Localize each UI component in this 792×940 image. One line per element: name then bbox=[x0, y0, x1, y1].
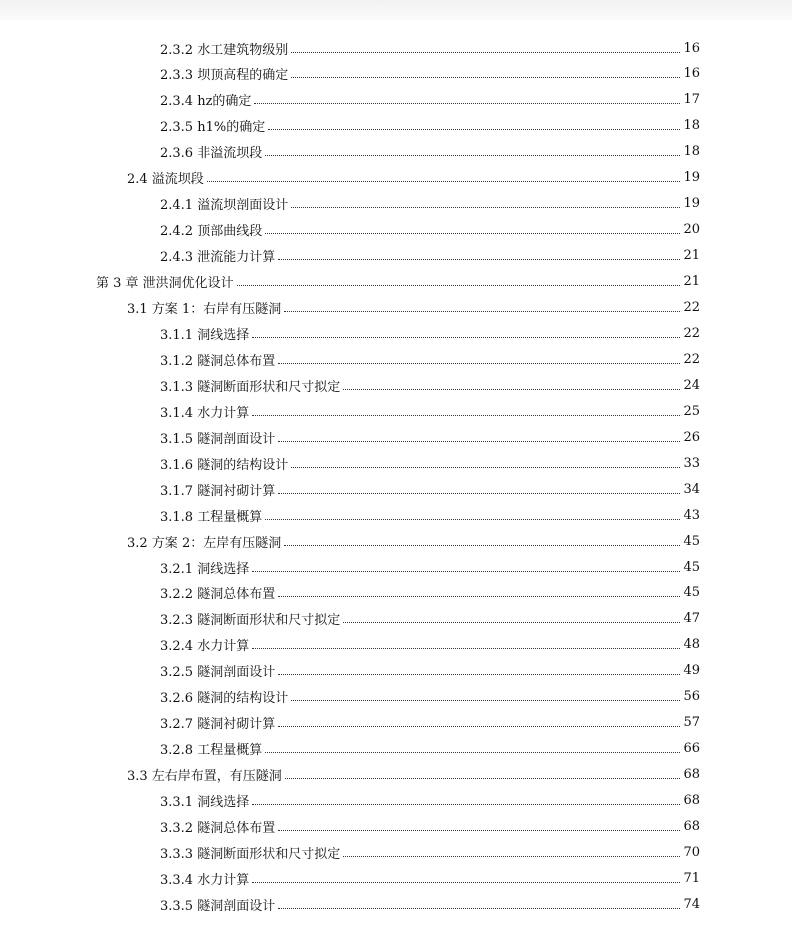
toc-dot-leader bbox=[278, 429, 680, 442]
toc-dot-leader bbox=[278, 714, 680, 727]
toc-entry[interactable] bbox=[160, 554, 700, 580]
toc-page-number: 48 bbox=[683, 637, 700, 653]
toc-entry[interactable] bbox=[160, 243, 700, 269]
toc-dot-leader bbox=[252, 636, 680, 649]
toc-page-number: 66 bbox=[683, 741, 700, 757]
toc-entry-title: 3.3.1 洞线选择 bbox=[160, 795, 250, 811]
toc-entry[interactable] bbox=[127, 528, 700, 554]
toc-page-number: 45 bbox=[683, 559, 700, 575]
toc-page-number: 25 bbox=[683, 403, 700, 419]
toc-entry-title: 3.1.8 工程量概算 bbox=[160, 509, 263, 525]
toc-dot-leader bbox=[291, 195, 680, 208]
toc-dot-leader bbox=[278, 247, 680, 260]
toc-entry[interactable] bbox=[160, 710, 700, 736]
toc-entry[interactable] bbox=[160, 398, 700, 424]
toc-entry-title: 3.1.4 水力计算 bbox=[160, 405, 250, 421]
toc-dot-leader bbox=[278, 584, 680, 597]
toc-entry[interactable] bbox=[160, 684, 700, 710]
toc-dot-leader bbox=[252, 403, 680, 416]
toc-entry[interactable] bbox=[160, 113, 700, 139]
toc-entry-title: 3.1.1 洞线选择 bbox=[160, 327, 250, 343]
toc-entry-title: 3.2.3 隧洞断面形状和尺寸拟定 bbox=[160, 613, 341, 629]
toc-entry[interactable] bbox=[160, 658, 700, 684]
toc-page-number: 47 bbox=[683, 611, 700, 627]
toc-dot-leader bbox=[237, 273, 681, 286]
toc-page-number: 43 bbox=[683, 507, 700, 523]
toc-page-number: 17 bbox=[683, 92, 700, 108]
toc-page-number: 34 bbox=[683, 481, 700, 497]
toc-page-number: 19 bbox=[683, 196, 700, 212]
toc-page-number: 45 bbox=[683, 533, 700, 549]
toc-entry-title: 3.2 方案 2：左岸有压隧洞 bbox=[127, 535, 282, 551]
toc-entry-title: 3.2.1 洞线选择 bbox=[160, 561, 250, 577]
toc-entry[interactable] bbox=[160, 502, 700, 528]
toc-page-number: 21 bbox=[683, 248, 700, 264]
toc-entry-title: 3.2.8 工程量概算 bbox=[160, 743, 263, 759]
toc-entry-title: 3.1.5 隧洞剖面设计 bbox=[160, 431, 276, 447]
toc-entry-title: 2.3.5 h1%的确定 bbox=[160, 120, 266, 136]
toc-dot-leader bbox=[291, 688, 680, 701]
toc-entry-title: 3.2.5 隧洞剖面设计 bbox=[160, 665, 276, 681]
toc-entry-title: 3.3.4 水力计算 bbox=[160, 872, 250, 888]
toc-page-number: 33 bbox=[683, 455, 700, 471]
toc-entry-title: 3.1.3 隧洞断面形状和尺寸拟定 bbox=[160, 379, 341, 395]
toc-dot-leader bbox=[284, 299, 680, 312]
toc-dot-leader bbox=[278, 351, 680, 364]
toc-entry-title: 3.3 左右岸布置，有压隧洞 bbox=[127, 769, 282, 785]
toc-entry-title: 2.4.2 顶部曲线段 bbox=[160, 224, 263, 240]
toc-dot-leader bbox=[278, 662, 680, 675]
toc-dot-leader bbox=[265, 507, 680, 520]
toc-dot-leader bbox=[284, 533, 680, 546]
toc-entry[interactable] bbox=[160, 606, 700, 632]
toc-entry[interactable] bbox=[160, 87, 700, 113]
toc-dot-leader bbox=[252, 325, 680, 338]
toc-entry-title: 2.3.6 非溢流坝段 bbox=[160, 146, 263, 162]
toc-dot-leader bbox=[252, 870, 680, 883]
toc-entry[interactable] bbox=[160, 865, 700, 891]
toc-dot-leader bbox=[265, 221, 680, 234]
viewer-top-edge bbox=[0, 0, 792, 20]
toc-entry[interactable] bbox=[127, 165, 700, 191]
toc-page-number: 22 bbox=[683, 325, 700, 341]
toc-entry[interactable] bbox=[160, 217, 700, 243]
toc-page-number: 57 bbox=[683, 715, 700, 731]
toc-entry-title: 2.4.3 泄流能力计算 bbox=[160, 250, 276, 266]
toc-entry-title: 3.2.2 隧洞总体布置 bbox=[160, 587, 276, 603]
toc-page-number: 68 bbox=[683, 819, 700, 834]
toc-entry[interactable] bbox=[160, 632, 700, 658]
toc-page-number: 16 bbox=[683, 40, 700, 56]
toc-page-number: 56 bbox=[683, 689, 700, 705]
toc-dot-leader bbox=[265, 143, 680, 156]
toc-page-number: 26 bbox=[683, 429, 700, 445]
toc-entry-title: 2.4 溢流坝段 bbox=[127, 172, 204, 188]
toc-entry[interactable] bbox=[96, 269, 700, 295]
toc-entry[interactable] bbox=[160, 839, 700, 865]
toc-entry-title: 2.3.3 坝顶高程的确定 bbox=[160, 68, 289, 84]
toc-dot-leader bbox=[278, 818, 680, 831]
toc-entry[interactable] bbox=[160, 476, 700, 502]
toc-page-number: 24 bbox=[683, 377, 700, 393]
toc-page-number: 45 bbox=[683, 585, 700, 601]
toc-dot-leader bbox=[285, 766, 681, 779]
toc-entry[interactable] bbox=[160, 450, 700, 476]
toc-entry[interactable] bbox=[160, 736, 700, 762]
toc-entry[interactable] bbox=[160, 320, 700, 346]
toc-dot-leader bbox=[265, 740, 680, 753]
toc-dot-leader bbox=[343, 610, 680, 623]
toc-entry-title: 3.1 方案 1：右岸有压隧洞 bbox=[127, 302, 282, 317]
toc-entry-title: 3.3.3 隧洞断面形状和尺寸拟定 bbox=[160, 846, 341, 862]
toc-entry[interactable] bbox=[127, 762, 700, 788]
toc-page-number: 68 bbox=[683, 767, 700, 783]
toc-page-number: 21 bbox=[683, 274, 700, 290]
toc-page-number: 18 bbox=[683, 144, 700, 160]
toc-entry[interactable] bbox=[160, 346, 700, 372]
toc-entry[interactable] bbox=[160, 191, 700, 217]
toc-entry-title: 3.3.5 隧洞剖面设计 bbox=[160, 898, 276, 914]
toc-dot-leader bbox=[278, 481, 680, 494]
toc-dot-leader bbox=[291, 40, 680, 53]
toc-dot-leader bbox=[343, 844, 680, 857]
toc-entry[interactable] bbox=[160, 891, 700, 917]
toc-entry-title: 第 3 章 泄洪洞优化设计 bbox=[96, 276, 234, 292]
toc-entry-title: 3.2.6 隧洞的结构设计 bbox=[160, 691, 289, 707]
toc-page-number: 70 bbox=[683, 844, 700, 860]
toc-page-number: 71 bbox=[683, 870, 700, 886]
toc-page-number: 68 bbox=[683, 793, 700, 809]
toc-page-number: 19 bbox=[683, 170, 700, 186]
toc-dot-leader bbox=[278, 896, 680, 909]
toc-entry[interactable] bbox=[160, 788, 700, 814]
toc-entry[interactable] bbox=[160, 424, 700, 450]
toc-entry-title: 3.1.6 隧洞的结构设计 bbox=[160, 457, 289, 473]
toc-page-number: 74 bbox=[683, 896, 700, 912]
toc-entry[interactable] bbox=[127, 295, 700, 321]
toc-entry-title: 3.2.7 隧洞衬砌计算 bbox=[160, 717, 276, 733]
toc-dot-leader bbox=[252, 559, 680, 572]
toc-entry-title: 3.1.2 隧洞总体布置 bbox=[160, 353, 276, 369]
toc-page-number: 22 bbox=[683, 351, 700, 367]
toc-page-number: 20 bbox=[683, 222, 700, 238]
toc-entry-title: 2.4.1 溢流坝剖面设计 bbox=[160, 198, 289, 214]
toc-dot-leader bbox=[291, 455, 680, 468]
toc-page-number: 22 bbox=[683, 300, 700, 315]
toc-entry[interactable] bbox=[160, 35, 700, 61]
toc-entry[interactable] bbox=[160, 814, 700, 840]
toc-entry-title: 2.3.2 水工建筑物级别 bbox=[160, 42, 289, 58]
toc-entry-title: 3.2.4 水力计算 bbox=[160, 639, 250, 655]
toc-dot-leader bbox=[252, 792, 680, 805]
toc-page-number: 16 bbox=[683, 66, 700, 82]
toc-entry[interactable] bbox=[160, 580, 700, 606]
toc-entry[interactable] bbox=[160, 139, 700, 165]
toc-dot-leader bbox=[291, 65, 680, 78]
toc-entry[interactable] bbox=[160, 372, 700, 398]
toc-entry-title: 2.3.4 hz的确定 bbox=[160, 94, 252, 110]
toc-entry[interactable] bbox=[160, 61, 700, 87]
toc-page-number: 49 bbox=[683, 663, 700, 679]
toc-dot-leader bbox=[207, 169, 681, 182]
toc-dot-leader bbox=[254, 91, 680, 104]
toc-dot-leader bbox=[268, 117, 680, 130]
toc-entry-title: 3.3.2 隧洞总体布置 bbox=[160, 821, 276, 836]
toc-page-number: 18 bbox=[683, 118, 700, 134]
toc-entry-title: 3.1.7 隧洞衬砌计算 bbox=[160, 483, 276, 499]
toc-dot-leader bbox=[343, 377, 680, 390]
